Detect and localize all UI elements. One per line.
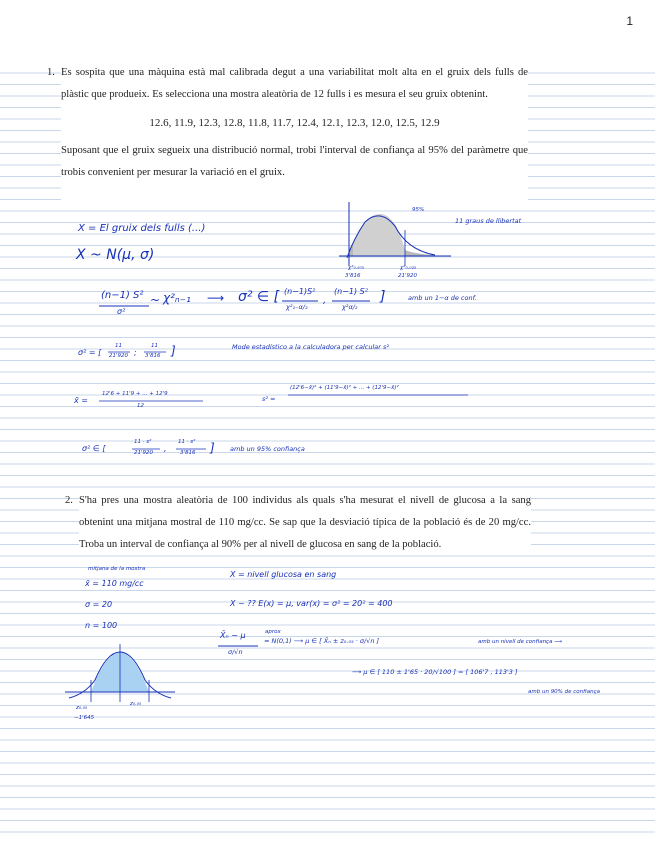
hw-final-sep: ,	[164, 444, 167, 453]
hw-sigma-den-1: 21'920	[109, 353, 129, 359]
hw-sigma-num-2: 11	[151, 343, 158, 349]
hw-sigma-open: σ² = [	[78, 348, 102, 357]
hw-final-close: ]	[210, 441, 215, 455]
hw-p2-pivot-num: X̄ₙ − μ	[220, 631, 246, 640]
hw-p2-x-dist: X ~ ?? E(x) = μ, var(x) = σ² = 20² = 400	[230, 599, 393, 608]
hw-pivot-denominator: σ²	[117, 307, 126, 316]
hw-ci-open: σ² ∈ [	[238, 289, 280, 305]
hw-p2-result: ⟶ μ ∈ [ 110 ± 1'65 · 20/√100 ] = [ 106'7 , 113'3 ]	[352, 668, 518, 676]
hw-q-low-name: χ²₀.₉₇₅	[348, 265, 365, 271]
problem-1-data: 12.6, 11.9, 12.3, 12.8, 11.8, 11.7, 12.4, 12.1, 12.3, 12.0, 12.5, 12.9	[149, 117, 440, 129]
hw-z-high: z₀.₀₅	[130, 701, 142, 707]
hw-xbar-note: mitjana de la mostra	[88, 566, 146, 572]
hw-final-note: amb un 95% confiança	[230, 445, 305, 453]
hw-p2-pivot-over: aprox	[265, 629, 281, 635]
problem-2-number: 2.	[65, 495, 73, 506]
hw-mean-den: 12	[137, 403, 144, 409]
hw-p2-result-note: amb un 90% de confiança	[528, 689, 600, 695]
hw-final-open: σ² ∈ [	[82, 444, 106, 453]
hw-ci-bar-2	[332, 300, 370, 302]
problem-2-card	[65, 490, 531, 552]
problem-2-statement: S'ha pres una mostra aleatòria de 100 individus als quals s'ha mesurat el nivell de glucosa a la sang obtenint una mitjana mostral de 110 mg/cc. Se sap que la desviació típica de la població és de 20 mg/cc. Troba un interval de confiança al 90% per al nivell de glucosa en sang de la població.	[79, 495, 531, 550]
hw-arrow-1: ⟶	[207, 291, 225, 305]
hw-ci-comma: ,	[323, 295, 327, 306]
hw-final-den-2: 3'816	[180, 450, 196, 456]
chi-square-center-area	[353, 214, 405, 256]
hw-final-num-2: 11 · s²	[178, 439, 196, 445]
hw-xbar: x̄ = 110 mg/cc	[85, 579, 144, 588]
hw-ci-den-1: χ²₁₋α/₂	[286, 303, 308, 311]
hw-q-high-name: χ²₀.₀₂₅	[400, 265, 417, 271]
hw-p2-pivot-note: amb un nivell de confiança ⟶	[478, 639, 563, 645]
hw-final-num-1: 11 · s²	[134, 439, 152, 445]
problem-1-question: Suposant que el gruix segueix una distribució normal, trobi l'interval de confiança al 95% del paràmetre que trobis convenient per mesurar la variació en el gruix.	[61, 145, 528, 178]
hw-sigma-close: ]	[171, 344, 176, 358]
hw-n: n = 100	[85, 621, 118, 630]
problem-1-card	[47, 62, 528, 206]
hw-ci-num-1: (n−1)S²	[284, 287, 316, 296]
hw-z-low: z₀.₀₅	[76, 705, 88, 711]
hw-p2-x-def: X = nivell glucosa en sang	[230, 570, 337, 579]
hw-q-low-val: 3'816	[345, 273, 361, 279]
hw-sigma-sep: ;	[134, 348, 137, 357]
hw-p2-pivot-den: σ/√n	[228, 648, 243, 656]
hw-pivot-numerator: (n−1) S²	[101, 290, 144, 301]
hw-pivot-chi: χ²ₙ₋₁	[163, 291, 191, 305]
hw-final-den-1: 21'920	[134, 450, 154, 456]
hw-alpha-label: 95%	[412, 207, 425, 213]
hw-x-distribution: X ~ N(μ, σ)	[76, 247, 155, 263]
hw-s2-expr: (12'6−x̄)² + (11'9−x̄)² + ... + (12'9−x̄)²	[290, 385, 399, 391]
hw-ci-bar-1	[282, 300, 318, 302]
hw-p2-pivot-bar	[218, 645, 258, 647]
hw-sigma-den-2: 3'816	[145, 353, 161, 359]
page-number: 1	[626, 14, 633, 28]
hw-ci-num-2: (n−1) S²	[334, 287, 368, 296]
problem-1-number: 1.	[47, 67, 55, 78]
hw-z-low-val: −1'645	[74, 715, 95, 721]
hw-dof-label: 11 graus de llibertat	[455, 217, 522, 225]
hw-sigma: σ = 20	[85, 600, 113, 609]
hw-s2-lhs: s² =	[262, 395, 276, 403]
hw-sigma-num-1: 11	[115, 343, 122, 349]
hw-q-high-val: 21'920	[398, 273, 418, 279]
hw-calc-note: Mode estadístico a la calculadora per calcular s²	[232, 343, 389, 351]
hw-ci-close: ]	[380, 289, 386, 305]
hw-x-definition: X = El gruix dels fulls (...)	[78, 223, 206, 234]
hw-mean-lhs: x̄ =	[74, 396, 88, 405]
hw-ci-den-2: χ²α/₂	[342, 303, 358, 311]
hw-mean-num: 12'6 + 11'9 + ... + 12'9	[102, 391, 168, 397]
problem-1-statement: Es sospita que una màquina està mal calibrada degut a una variabilitat molt alta en el gruix dels fulls de plàstic que produeix. Es selecciona una mostra aleatòria de 12 fulls i es mesura el seu gruix obtenint.	[61, 67, 528, 100]
hw-pivot-tilde: ~	[150, 293, 161, 307]
normal-bell-sketch	[65, 640, 175, 710]
hw-p2-pivot-approx: ≈ N(0,1) ⟶ μ ∈ [ X̄ₙ ± z₀.₀₅ · σ/√n ]	[264, 637, 380, 645]
hw-ci-note: amb un 1−α de conf.	[408, 294, 477, 302]
hw-mean-bar	[99, 400, 203, 402]
hw-s2-bar	[288, 394, 468, 396]
